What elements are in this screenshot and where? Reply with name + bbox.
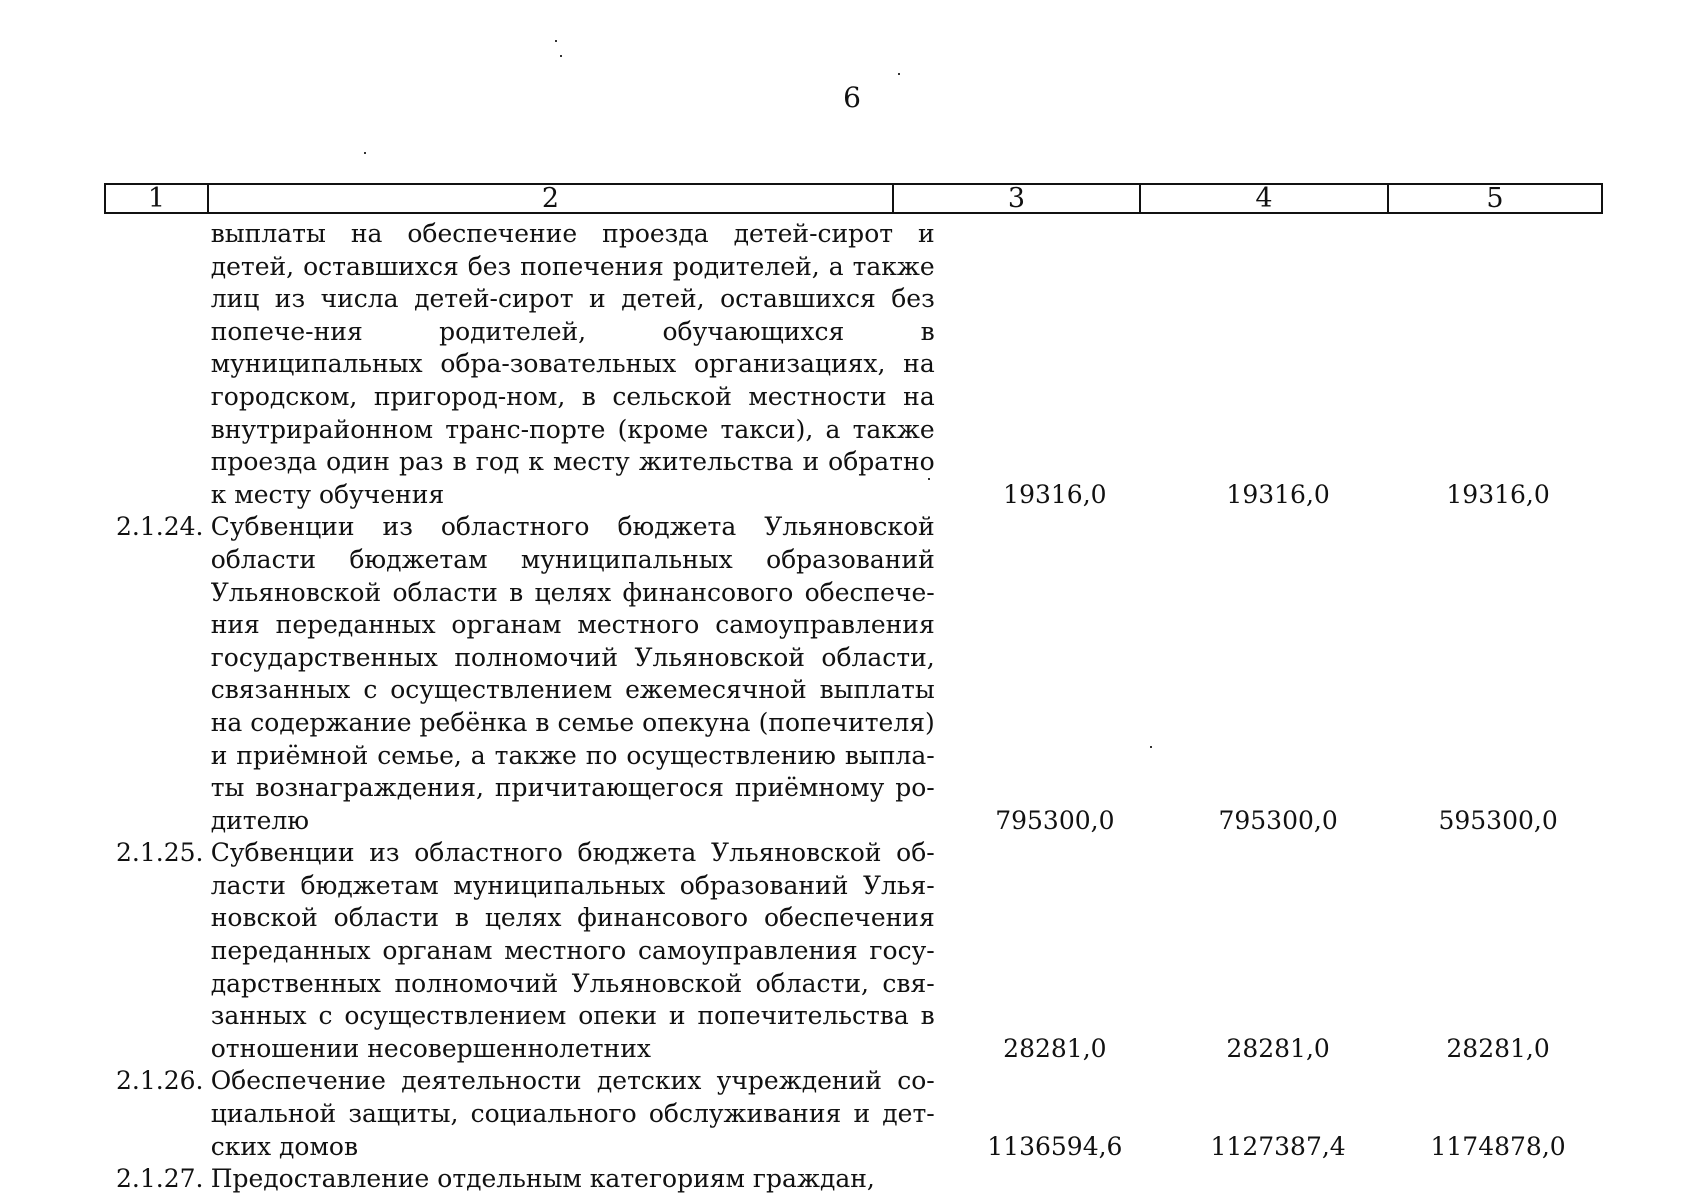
table-row: [104, 1163, 1603, 1196]
header-col-5: 5: [1486, 183, 1504, 214]
row-number: 2.1.27.: [116, 1164, 204, 1194]
table-row: [104, 511, 1603, 837]
row-value-col3: 795300,0: [995, 805, 1115, 835]
header-col-1: 1: [106, 185, 209, 212]
scan-speck: [898, 73, 900, 75]
row-description: выплаты на обеспечение проезда детей-сирот и детей, оставшихся без попечения родителей, а также лиц из числа детей-сирот и детей, оставшихся без попече-ния родителей, обучающихся в муниципальных обра-зовательных организациях, на городском, пригород-ном, в сельской местности на внутрирайонном транс-порте (кроме такси), а также проезда один раз в год к месту жительства и обратно к месту обучения: [210, 219, 935, 509]
row-number: 2.1.26.: [116, 1066, 204, 1096]
row-description: Обеспечение деятельности детских учреждений со-циальной защиты, социального обслуживания и дет-ских домов: [210, 1066, 935, 1161]
row-value-col5: 595300,0: [1438, 805, 1558, 835]
table-header: [104, 183, 1603, 214]
scan-speck: [560, 55, 562, 57]
row-description: Субвенции из областного бюджета Ульяновской об-ласти бюджетам муниципальных образований Улья-новской области в целях финансового обеспечения переданных органам местного самоуправления госу-дарственных полномочий Ульяновской области, свя-занных с осуществлением опеки и попечительства в отношении несовершеннолетних: [210, 838, 935, 1063]
page-number: 6: [843, 81, 861, 114]
row-number: 2.1.24.: [116, 512, 204, 542]
row-value-col4: 1127387,4: [1210, 1131, 1346, 1161]
header-col-3: 3: [894, 185, 1141, 212]
row-description: Субвенции из областного бюджета Ульяновской области бюджетам муниципальных образований Ульяновской области в целях финансового обеспече-ния переданных органам местного самоуправления государственных полномочий Ульяновской области, связанных с осуществлением ежемесячной выплаты на содержание ребёнка в семье опекуна (попечителя) и приёмной семье, а также по осуществлению выпла-ты вознаграждения, причитающегося приёмному ро-дителю: [210, 512, 935, 835]
row-value-col3: 28281,0: [1003, 1033, 1107, 1063]
header-col-2: 2: [209, 185, 894, 212]
header-col-4: 4: [1141, 185, 1389, 212]
scan-speck: [364, 152, 366, 154]
row-number: 2.1.25.: [116, 838, 204, 868]
row-value-col4: 28281,0: [1226, 1033, 1330, 1063]
row-value-col5: 28281,0: [1446, 1033, 1550, 1063]
table-body: [104, 218, 1603, 1196]
scan-speck: [555, 40, 557, 42]
row-value-col4: 795300,0: [1218, 805, 1338, 835]
table-row: [104, 1065, 1603, 1163]
row-description: Предоставление отдельным категориям граждан,: [210, 1164, 875, 1194]
scan-speck: [1150, 746, 1152, 748]
row-value-col3: 19316,0: [1003, 479, 1107, 509]
table-row: [104, 837, 1603, 1065]
row-value-col5: 19316,0: [1446, 479, 1550, 509]
table-row: [104, 218, 1603, 511]
row-value-col4: 19316,0: [1226, 479, 1330, 509]
scan-speck: [928, 478, 930, 480]
row-value-col5: 1174878,0: [1430, 1131, 1566, 1161]
row-value-col3: 1136594,6: [987, 1131, 1123, 1161]
